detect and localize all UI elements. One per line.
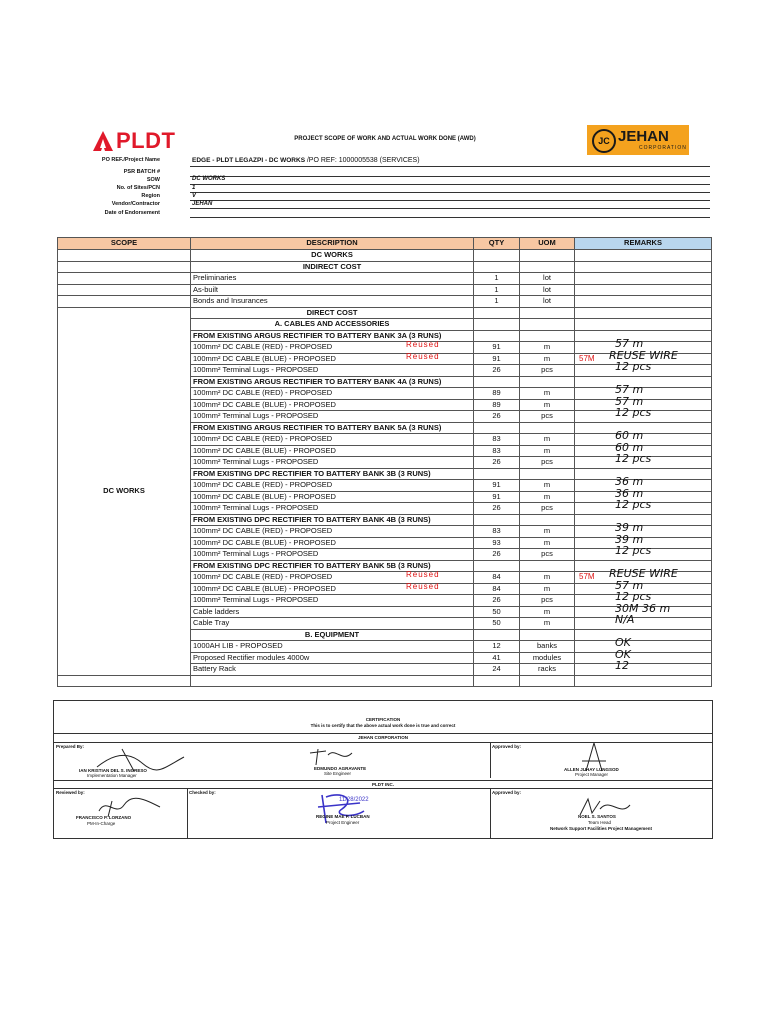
description-cell: Preliminaries	[191, 273, 474, 285]
certification-block	[53, 700, 713, 839]
description-cell: Bonds and Insurances	[191, 296, 474, 308]
description-cell: 100mm² DC CABLE (BLUE) - PROPOSED Reused	[191, 353, 474, 365]
col-header-description: DESCRIPTION	[191, 238, 474, 250]
field-underline	[190, 217, 710, 218]
qty-cell	[474, 675, 520, 687]
qty-cell	[474, 629, 520, 641]
reused-annotation: Reused	[406, 581, 440, 591]
qty-cell: 26	[474, 503, 520, 515]
uom-cell: m	[520, 445, 575, 457]
qty-cell	[474, 560, 520, 572]
remarks-cell	[575, 261, 712, 273]
table-row	[58, 284, 712, 296]
qty-cell: 89	[474, 388, 520, 400]
approved-title: Project Manager	[575, 772, 609, 777]
remarks-cell	[575, 273, 712, 285]
uom-cell: m	[520, 399, 575, 411]
jehan-logo-text: JEHAN	[618, 128, 669, 145]
qty-cell: 26	[474, 549, 520, 561]
pldt-flame-icon	[92, 130, 114, 154]
client-org: PLDT INC.	[372, 782, 394, 787]
handwritten-remark: 39 m	[615, 532, 644, 546]
approved-2-department: Network Support Facilities Project Management	[550, 826, 653, 831]
vendor-value: JEHAN	[192, 201, 213, 207]
uom-cell: modules	[520, 652, 575, 664]
qty-cell	[474, 514, 520, 526]
uom-cell: m	[520, 491, 575, 503]
description-cell: 100mm² DC CABLE (RED) - PROPOSED	[191, 480, 474, 492]
engineer-name: EDMUNDO AGRAVANTE	[314, 766, 367, 771]
table-row	[58, 296, 712, 308]
jehan-mark-icon: JC	[592, 129, 616, 153]
prepared-name: IAN KRISTIAN DEL S. INGRESO	[79, 768, 147, 773]
qty-cell: 91	[474, 342, 520, 354]
qty-cell: 89	[474, 399, 520, 411]
table-row	[58, 261, 712, 273]
description-cell: 100mm² Terminal Lugs - PROPOSED	[191, 365, 474, 377]
description-cell: 100mm² DC CABLE (RED) - PROPOSED	[191, 434, 474, 446]
col-header-uom: UOM	[520, 238, 575, 250]
qty-cell	[474, 261, 520, 273]
remarks-cell	[575, 498, 712, 515]
uom-cell	[520, 514, 575, 526]
field-label: No. of Sites/PCN	[116, 185, 160, 191]
qty-cell: 83	[474, 526, 520, 538]
field-underline	[190, 208, 710, 209]
uom-cell: pcs	[520, 549, 575, 561]
qty-cell	[474, 376, 520, 388]
description-cell: Cable Tray	[191, 618, 474, 630]
handwritten-remark: 57 m	[615, 394, 644, 408]
remarks-cell	[575, 406, 712, 423]
qty-cell	[474, 330, 520, 342]
description-cell: DC WORKS	[191, 250, 474, 262]
description-cell: 100mm² DC CABLE (BLUE) - PROPOSED Reused	[191, 583, 474, 595]
handwritten-remark: 57 m	[615, 337, 644, 350]
qty-cell	[474, 250, 520, 262]
handwritten-remark: 57 m	[615, 578, 644, 592]
description-cell: 100mm² DC CABLE (RED) - PROPOSED Reused	[191, 342, 474, 354]
scope-cell	[58, 261, 191, 273]
divider	[490, 788, 491, 838]
uom-cell: m	[520, 480, 575, 492]
uom-cell	[520, 250, 575, 262]
jehan-logo	[587, 125, 689, 155]
uom-cell	[520, 675, 575, 687]
reused-annotation: Reused	[406, 340, 440, 349]
handwritten-remark: OK	[615, 636, 631, 649]
table-row	[58, 675, 712, 687]
field-label: SOW	[146, 177, 160, 183]
reviewed-name: FRANCISCO P. LORZANO	[76, 815, 132, 820]
scope-cell	[58, 675, 191, 687]
qty-cell: 91	[474, 353, 520, 365]
qty-cell: 83	[474, 434, 520, 446]
table-row	[58, 250, 712, 262]
qty-cell: 84	[474, 572, 520, 584]
remarks-cell	[575, 319, 712, 331]
uom-cell	[520, 422, 575, 434]
uom-cell: m	[520, 388, 575, 400]
description-cell: FROM EXISTING DPC RECTIFIER TO BATTERY BANK 3B (3 RUNS)	[191, 468, 474, 480]
description-cell: 1000AH LIB - PROPOSED	[191, 641, 474, 653]
description-cell: 100mm² DC CABLE (BLUE) - PROPOSED	[191, 491, 474, 503]
divider	[54, 780, 712, 781]
uom-cell: m	[520, 526, 575, 538]
handwritten-remark: 12 pcs	[615, 498, 652, 511]
uom-cell: banks	[520, 641, 575, 653]
field-underline	[190, 192, 710, 193]
project-name-value	[192, 157, 420, 164]
description-cell: FROM EXISTING ARGUS RECTIFIER TO BATTERY BANK 5A (3 RUNS)	[191, 422, 474, 434]
description-cell: 100mm² Terminal Lugs - PROPOSED	[191, 457, 474, 469]
prepared-title: Implementation Manager	[87, 773, 137, 778]
qty-cell: 91	[474, 491, 520, 503]
uom-cell: m	[520, 537, 575, 549]
po-ref: /PO REF: 1000005538 (SERVICES)	[306, 157, 420, 164]
uom-cell: m	[520, 572, 575, 584]
col-header-qty: QTY	[474, 238, 520, 250]
handwritten-remark: 36 m	[615, 486, 644, 500]
uom-cell: pcs	[520, 457, 575, 469]
qty-cell	[474, 422, 520, 434]
handwritten-remark: REUSE WIRE	[609, 567, 678, 580]
col-header-remarks: REMARKS	[575, 238, 712, 250]
uom-cell: m	[520, 606, 575, 618]
remarks-cell	[575, 675, 712, 687]
description-cell	[191, 675, 474, 687]
uom-cell	[520, 468, 575, 480]
jehan-logo-subtext: CORPORATION	[639, 145, 687, 151]
qty-cell: 1	[474, 273, 520, 285]
prepared-by-label: Prepared By:	[56, 744, 85, 749]
qty-cell: 12	[474, 641, 520, 653]
handwritten-remark: 12 pcs	[615, 590, 652, 603]
field-label: Region	[141, 193, 160, 199]
description-cell: B. EQUIPMENT	[191, 629, 474, 641]
reused-annotation: Reused	[406, 351, 440, 361]
document-title: PROJECT SCOPE OF WORK AND ACTUAL WORK DONE (AWD)	[294, 136, 476, 142]
region-value: V	[192, 193, 197, 199]
qty-cell	[474, 468, 520, 480]
description-cell: 100mm² Terminal Lugs - PROPOSED	[191, 503, 474, 515]
field-label: PO REF./Project Name	[101, 157, 160, 163]
handwritten-remark: 12 pcs	[615, 452, 652, 465]
handwritten-remark: 30M 36 m	[615, 601, 671, 615]
uom-cell	[520, 330, 575, 342]
description-cell: As-built	[191, 284, 474, 296]
approved-2-name: NOEL S. SANTOS	[578, 814, 616, 819]
remarks-cell	[575, 250, 712, 262]
red-annotation: 57M	[579, 572, 595, 581]
uom-cell	[520, 560, 575, 572]
approved-name: ALLEN JUHAY LUNGSOD	[564, 767, 619, 772]
description-cell: 100mm² DC CABLE (BLUE) - PROPOSED	[191, 445, 474, 457]
field-underline	[190, 166, 710, 167]
approved-by-label: Approved by:	[492, 744, 522, 749]
uom-cell	[520, 376, 575, 388]
remarks-cell	[575, 452, 712, 469]
description-cell: 100mm² Terminal Lugs - PROPOSED	[191, 595, 474, 607]
vendor-org: JEHAN CORPORATION	[358, 735, 408, 740]
scope-cell	[58, 250, 191, 262]
field-label: PSR BATCH #	[123, 169, 160, 175]
qty-cell: 1	[474, 296, 520, 308]
col-header-scope: SCOPE	[58, 238, 191, 250]
description-cell: 100mm² DC CABLE (RED) - PROPOSED Reused	[191, 572, 474, 584]
scope-table	[57, 237, 712, 687]
description-cell: 100mm² Terminal Lugs - PROPOSED	[191, 549, 474, 561]
divider	[54, 788, 712, 789]
qty-cell: 26	[474, 365, 520, 377]
remarks-cell	[575, 360, 712, 377]
description-cell: Cable ladders	[191, 606, 474, 618]
table-header-row	[58, 238, 712, 250]
uom-cell: pcs	[520, 595, 575, 607]
description-cell: FROM EXISTING DPC RECTIFIER TO BATTERY BANK 4B (3 RUNS)	[191, 514, 474, 526]
uom-cell	[520, 319, 575, 331]
field-label: Vendor/Contractor	[111, 201, 160, 207]
scope-cell	[58, 296, 191, 308]
description-cell: 100mm² DC CABLE (RED) - PROPOSED	[191, 526, 474, 538]
qty-cell: 84	[474, 583, 520, 595]
sow-value: DC WORKS	[192, 176, 226, 182]
remarks-cell	[575, 613, 712, 630]
scope-dc-works: DC WORKS	[58, 307, 191, 675]
scope-cell	[58, 284, 191, 296]
divider	[490, 742, 491, 778]
qty-cell	[474, 319, 520, 331]
checked-by-label: Checked by:	[189, 790, 216, 795]
uom-cell: racks	[520, 664, 575, 676]
checked-title: Project Engineer	[326, 820, 360, 825]
qty-cell: 93	[474, 537, 520, 549]
sites-value: 1	[192, 185, 196, 191]
project-name: EDGE - PLDT LEGAZPI - DC WORKS	[192, 157, 306, 164]
qty-cell: 50	[474, 606, 520, 618]
uom-cell: pcs	[520, 503, 575, 515]
qty-cell: 26	[474, 595, 520, 607]
qty-cell: 26	[474, 411, 520, 423]
handwritten-remark: 12 pcs	[615, 360, 652, 373]
table-row	[58, 273, 712, 285]
handwritten-remark: 36 m	[615, 475, 644, 488]
handwritten-remark: 12 pcs	[615, 544, 652, 557]
uom-cell: pcs	[520, 411, 575, 423]
stamp-date: 11/28/2022	[339, 797, 369, 803]
handwritten-remark: OK	[615, 647, 631, 661]
engineer-title: Site Engineer	[324, 771, 352, 776]
qty-cell: 24	[474, 664, 520, 676]
qty-cell	[474, 307, 520, 319]
description-cell: A. CABLES AND ACCESSORIES	[191, 319, 474, 331]
uom-cell: m	[520, 618, 575, 630]
description-cell: FROM EXISTING ARGUS RECTIFIER TO BATTERY BANK 4A (3 RUNS)	[191, 376, 474, 388]
uom-cell: m	[520, 342, 575, 354]
uom-cell: lot	[520, 296, 575, 308]
remarks-cell	[575, 636, 712, 653]
reviewed-by-label: Reviewed by:	[56, 790, 85, 795]
cert-statement: This is to certify that the above actual work done is true and correct	[310, 723, 456, 728]
field-underline	[190, 184, 710, 185]
field-underline	[190, 200, 710, 201]
handwritten-remark: 60 m	[615, 429, 644, 442]
pldt-logo	[92, 128, 182, 156]
description-cell: FROM EXISTING DPC RECTIFIER TO BATTERY BANK 5B (3 RUNS)	[191, 560, 474, 572]
description-cell: Battery Rack	[191, 664, 474, 676]
field-underline	[190, 176, 710, 177]
approved-by-2-label: Approved by:	[492, 790, 522, 795]
qty-cell: 83	[474, 445, 520, 457]
field-label: Date of Endorsement	[104, 210, 160, 216]
remarks-cell	[575, 296, 712, 308]
scope-cell	[58, 273, 191, 285]
remarks-cell	[575, 601, 712, 618]
description-cell: FROM EXISTING ARGUS RECTIFIER TO BATTERY BANK 3A (3 RUNS)	[191, 330, 474, 342]
handwritten-remark: 12	[615, 659, 629, 672]
reviewed-title: PM-In-Charge	[87, 821, 116, 826]
uom-cell: pcs	[520, 365, 575, 377]
uom-cell: lot	[520, 284, 575, 296]
remarks-cell	[575, 647, 712, 664]
uom-cell: lot	[520, 273, 575, 285]
qty-cell: 50	[474, 618, 520, 630]
uom-cell	[520, 261, 575, 273]
description-cell: Proposed Rectifier modules 4000w	[191, 652, 474, 664]
uom-cell	[520, 629, 575, 641]
red-annotation: 57M	[579, 353, 595, 363]
handwritten-remark: REUSE WIRE	[609, 348, 678, 362]
qty-cell: 91	[474, 480, 520, 492]
uom-cell: m	[520, 434, 575, 446]
divider	[54, 733, 712, 734]
qty-cell: 1	[474, 284, 520, 296]
handwritten-remark: 12 pcs	[615, 406, 652, 419]
qty-cell: 41	[474, 652, 520, 664]
cert-title: CERTIFICATION	[365, 717, 401, 722]
table-body	[58, 250, 712, 687]
divider	[187, 788, 188, 838]
uom-cell	[520, 307, 575, 319]
description-cell: 100mm² DC CABLE (RED) - PROPOSED	[191, 388, 474, 400]
remarks-cell	[575, 544, 712, 561]
uom-cell: m	[520, 353, 575, 365]
table-row	[58, 307, 712, 319]
remarks-cell	[575, 629, 712, 641]
description-cell: 100mm² DC CABLE (BLUE) - PROPOSED	[191, 537, 474, 549]
remarks-cell	[575, 659, 712, 676]
description-cell: INDIRECT COST	[191, 261, 474, 273]
uom-cell: m	[520, 583, 575, 595]
handwritten-remark: 60 m	[615, 440, 644, 454]
description-cell: 100mm² DC CABLE (BLUE) - PROPOSED	[191, 399, 474, 411]
description-cell: DIRECT COST	[191, 307, 474, 319]
approved-2-title: Team Head	[588, 820, 612, 825]
pldt-logo-text: PLDT	[116, 128, 176, 153]
description-cell: 100mm² Terminal Lugs - PROPOSED	[191, 411, 474, 423]
handwritten-remark: N/A	[615, 613, 635, 626]
qty-cell: 26	[474, 457, 520, 469]
handwritten-remark: 39 m	[615, 521, 644, 534]
reused-annotation: Reused	[406, 570, 440, 579]
remarks-cell	[575, 307, 712, 319]
handwritten-remark: 57 m	[615, 383, 644, 396]
checked-name: REGINE MAE P. LUCBAN	[316, 814, 370, 819]
remarks-cell	[575, 284, 712, 296]
